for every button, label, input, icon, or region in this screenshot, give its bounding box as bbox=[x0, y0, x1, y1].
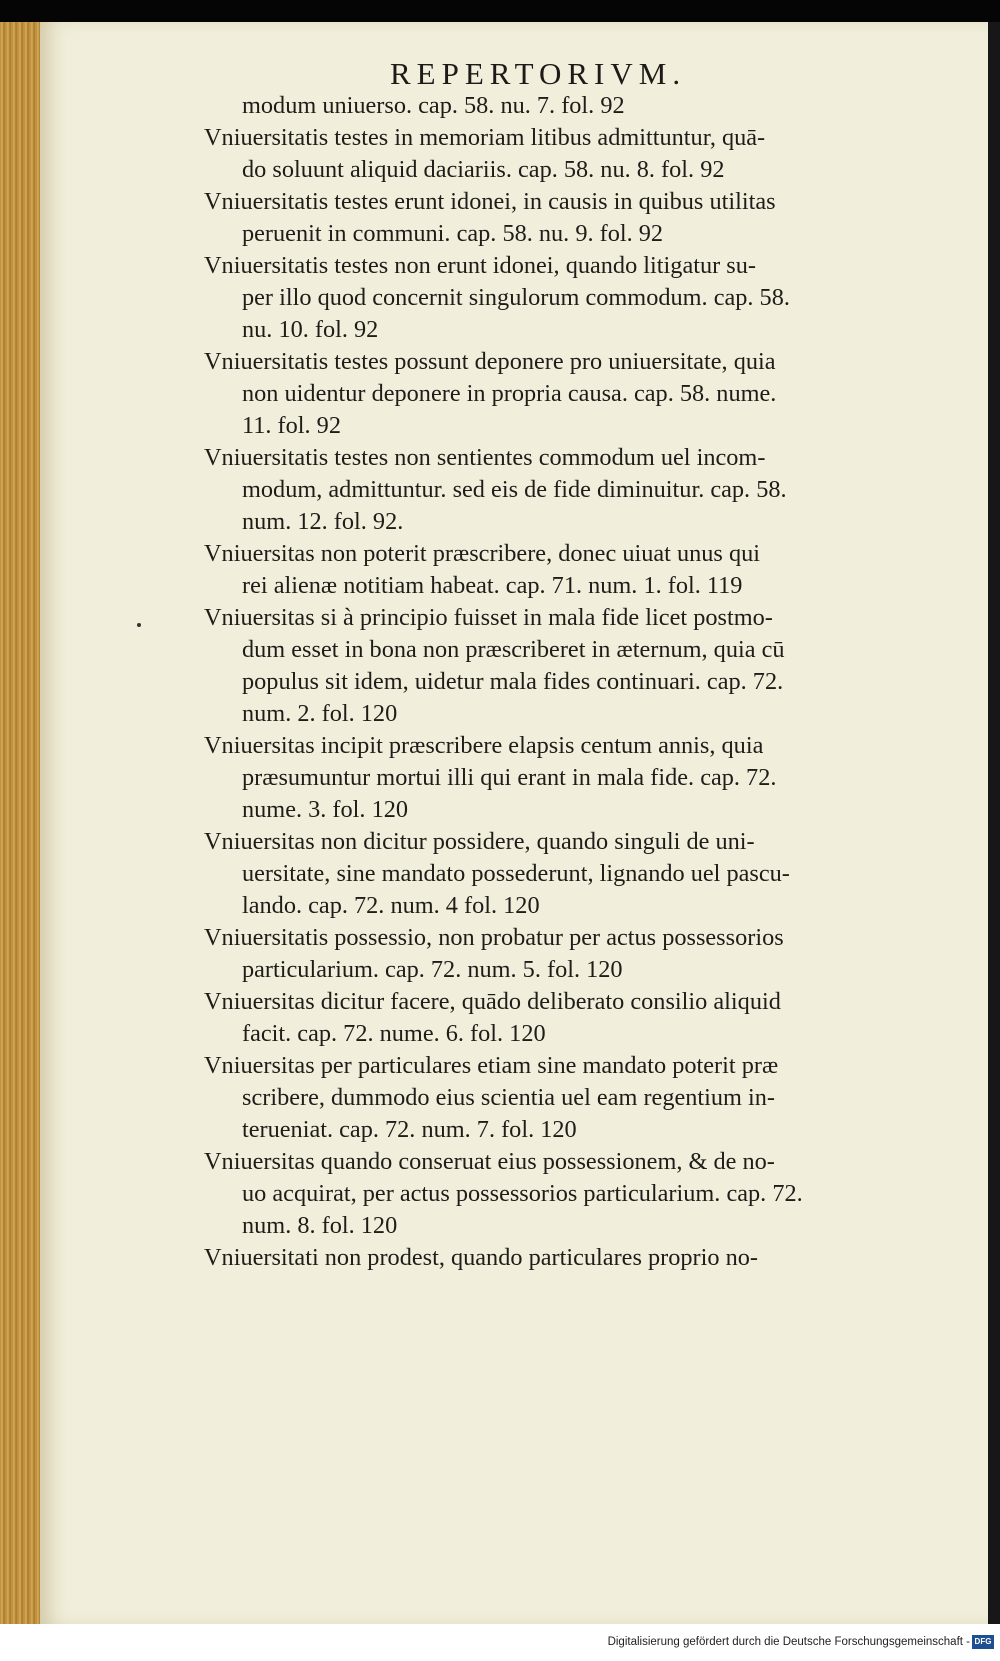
entry-line: do soluunt aliquid daciariis. cap. 58. nu. 8. fol. 92 bbox=[242, 156, 725, 183]
entry-line: Vniuersitas incipit præscribere elapsis centum annis, quia bbox=[204, 732, 764, 759]
footer-credit: Digitalisierung gefördert durch die Deutsche Forschungsgemeinschaft - bbox=[607, 1636, 970, 1648]
index-entry bbox=[204, 826, 920, 922]
right-edge bbox=[988, 22, 1000, 1624]
entry-line: particularium. cap. 72. num. 5. fol. 120 bbox=[242, 956, 623, 983]
entry-line: num. 12. fol. 92. bbox=[242, 508, 404, 535]
entry-line: terueniat. cap. 72. num. 7. fol. 120 bbox=[242, 1116, 577, 1143]
entry-line: Vniuersitas si à principio fuisset in mala fide licet postmo- bbox=[204, 604, 773, 631]
index-entry bbox=[204, 538, 920, 602]
entry-line: non uidentur deponere in propria causa. cap. 58. nume. bbox=[242, 380, 777, 407]
entry-line: modum, admittuntur. sed eis de fide diminuitur. cap. 58. bbox=[242, 476, 787, 503]
entry-line: Vniuersitati non prodest, quando particulares proprio no- bbox=[204, 1244, 758, 1271]
index-entry bbox=[204, 186, 920, 250]
entry-line: Vniuersitatis testes erunt idonei, in causis in quibus utilitas bbox=[204, 188, 776, 215]
entry-line: lando. cap. 72. num. 4 fol. 120 bbox=[242, 892, 540, 919]
top-bar bbox=[0, 0, 1000, 22]
entry-line: per illo quod concernit singulorum commodum. cap. 58. bbox=[242, 284, 790, 311]
margin-mark bbox=[137, 623, 141, 627]
index-entry bbox=[204, 1050, 920, 1146]
index-entry bbox=[204, 986, 920, 1050]
entry-line: peruenit in communi. cap. 58. nu. 9. fol. 92 bbox=[242, 220, 664, 247]
entry-line: Vniuersitatis possessio, non probatur per actus possessorios bbox=[204, 924, 784, 951]
entry-line: nu. 10. fol. 92 bbox=[242, 316, 379, 343]
entry-line: facit. cap. 72. nume. 6. fol. 120 bbox=[242, 1020, 546, 1047]
index-entries bbox=[204, 90, 920, 1274]
page-edge bbox=[0, 22, 44, 1624]
index-entry bbox=[204, 922, 920, 986]
index-entry bbox=[204, 730, 920, 826]
footer bbox=[0, 1624, 1000, 1661]
index-entry bbox=[204, 1146, 920, 1242]
entry-line: Vniuersitatis testes non sentientes commodum uel incom- bbox=[204, 444, 766, 471]
index-entry bbox=[204, 122, 920, 186]
entry-line: num. 2. fol. 120 bbox=[242, 700, 398, 727]
index-entry bbox=[204, 346, 920, 442]
entry-line: Vniuersitatis testes in memoriam litibus admittuntur, quā- bbox=[204, 124, 766, 151]
entry-line: Vniuersitatis testes possunt deponere pro uniuersitate, quia bbox=[204, 348, 776, 375]
entry-line: Vniuersitatis testes non erunt idonei, quando litigatur su- bbox=[204, 252, 756, 279]
entry-line: uo acquirat, per actus possessorios particularium. cap. 72. bbox=[242, 1180, 803, 1207]
entry-line: uersitate, sine mandato possederunt, lignando uel pascu- bbox=[242, 860, 790, 887]
entry-line: scribere, dummodo eius scientia uel eam regentium in- bbox=[242, 1084, 776, 1111]
entry-line: rei alienæ notitiam habeat. cap. 71. num. 1. fol. 119 bbox=[242, 572, 743, 599]
index-entry bbox=[204, 442, 920, 538]
entry-line: modum uniuerso. cap. 58. nu. 7. fol. 92 bbox=[242, 92, 625, 119]
entry-line: Vniuersitas non poterit præscribere, donec uiuat unus qui bbox=[204, 540, 761, 567]
entry-line: præsumuntur mortui illi qui erant in mala fide. cap. 72. bbox=[242, 764, 777, 791]
entry-line: Vniuersitas dicitur facere, quādo deliberato consilio aliquid bbox=[204, 988, 781, 1015]
entry-line: populus sit idem, uidetur mala fides continuari. cap. 72. bbox=[242, 668, 784, 695]
entry-line: Vniuersitas non dicitur possidere, quando singuli de uni- bbox=[204, 828, 755, 855]
entry-line: Vniuersitas quando conseruat eius possessionem, & de no- bbox=[204, 1148, 775, 1175]
index-entry bbox=[204, 1242, 920, 1274]
entry-line: num. 8. fol. 120 bbox=[242, 1212, 398, 1239]
running-head: REPERTORIVM. bbox=[390, 56, 687, 91]
index-entry bbox=[204, 602, 920, 730]
index-entry bbox=[208, 90, 920, 122]
index-entry bbox=[204, 250, 920, 346]
dfg-logo: DFG bbox=[972, 1635, 994, 1649]
entry-line: Vniuersitas per particulares etiam sine mandato poterit præ bbox=[204, 1052, 779, 1079]
entry-line: 11. fol. 92 bbox=[242, 412, 341, 439]
entry-line: nume. 3. fol. 120 bbox=[242, 796, 409, 823]
entry-line: dum esset in bona non præscriberet in æternum, quia cū bbox=[242, 636, 785, 663]
